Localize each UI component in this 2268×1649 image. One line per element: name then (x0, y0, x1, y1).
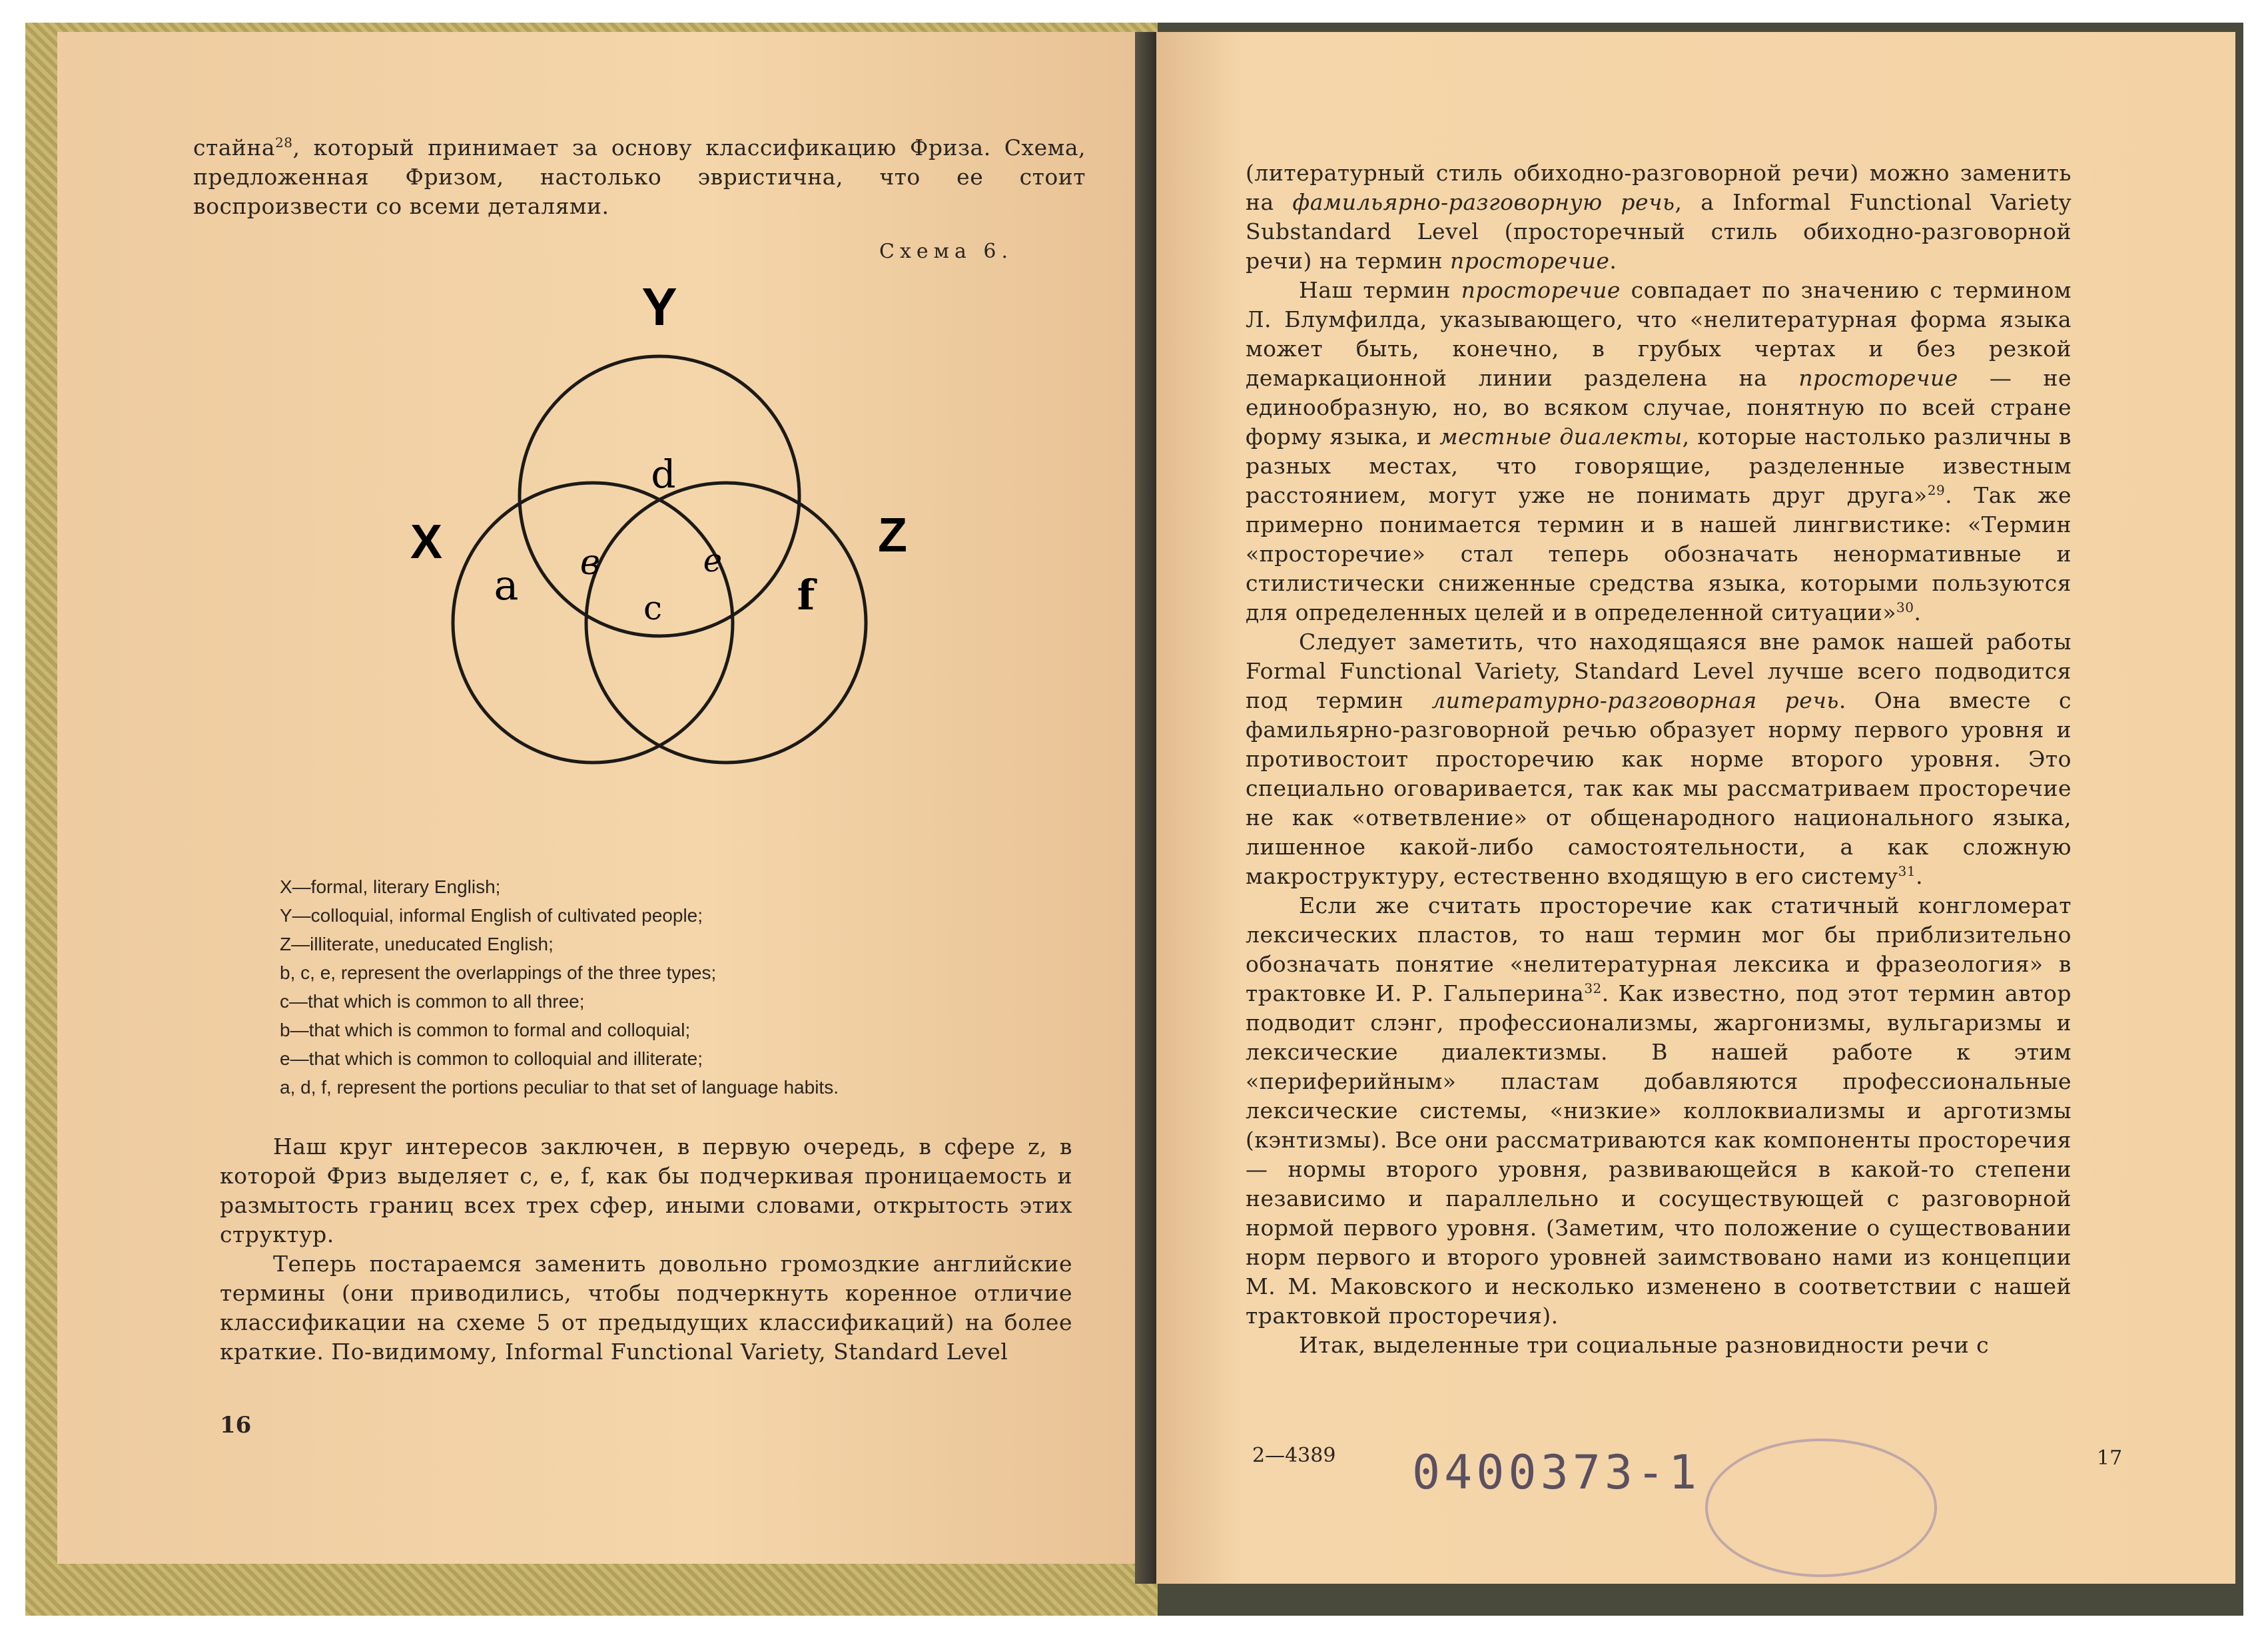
page-number-right: 17 (2097, 1447, 2123, 1470)
paragraph: Если же считать просторечие как статичный конгломерат лексических пластов, то наш термин мог бы приблизительно обозначать понятие «нелитературная лексика и фразеология» в трактовке И. Р. Гальперина$^{32}$. Как известно, под этот термин автор подводит слэнг, профессионализмы, жаргонизмы, вульгаризмы и лексические диалектизмы. В нашей работе к этим «периферийным» пластам добавляются профессиональные лексические системы, «низкие» коллоквиализмы и арготизмы (кэнтизмы). Все они рассматриваются как компоненты просторечия — нормы второго уровня, развивающейся в какой-то степени независимо и параллельно и сосуществующей с разговорной нормой первого уровня. (Заметим, что положение о существовании норм первого и второго уровней заимствовано нами из концепции М. М. Маковского и несколько изменено в соответствии с нашей трактовкой просторечия). (1246, 892, 2072, 1329)
region-a: a (494, 561, 519, 609)
venn-diagram (386, 273, 933, 859)
intro-text-rest: , который принимает за основу классификацию Фриза. Схема, предложенная Фризом, настолько эвристична, что ее стоит воспроизвести со всеми деталями. (193, 135, 1086, 219)
region-c: c (643, 589, 663, 627)
paragraph: Итак, выделенные три социальные разновидности речи с (1299, 1332, 1990, 1358)
region-b: в (579, 543, 601, 583)
paragraph: (литературный стиль обиходно-разговорной речи) можно заменить на фамильярно-разговорную речь, а Informal Functional Variety Substandard Level (просторечный стиль обиходно-разговорной речи) на термин просторечие. (1246, 160, 2072, 274)
intro-text: стайна (193, 135, 276, 161)
legend-line: X—formal, literary English; (280, 876, 501, 897)
right-body-text (1246, 159, 2072, 1360)
paragraph: Наш термин просторечие совпадает по значению с термином Л. Блумфилда, указывающего, что «нелитературная форма языка может быть, конечно, в грубых чертах и без резкой демаркационной линии разделена на просторечие — не единообразную, но, во всяком случае, понятную по всей стране форму языка, и местные диалекты, которые настолько различны в разных местах, что говорящие, разделенные известным расстоянием, могут уже не понимать друг друга»$^{29}$. Так же примерно понимается термин и в нашей лингвистике: «Термин «просторечие» стал теперь обозначать ненормативные и стилистически сниженные средства языка, которыми пользуются для определенных целей и в определенной ситуации»$^{30}$. (1246, 277, 2072, 625)
label-x: X (410, 515, 443, 569)
label-y: Y (641, 277, 677, 336)
legend-line: Y—colloquial, informal English of cultivated people; (280, 905, 703, 926)
region-e: e (703, 542, 723, 579)
printer-signature: 2—4389 (1252, 1444, 1336, 1467)
library-stamp-number: 0400373-1 (1412, 1445, 1701, 1500)
legend-line: a, d, f, represent the portions peculiar to that set of language habits. (280, 1077, 839, 1098)
legend-line: c—that which is common to all three; (280, 991, 585, 1012)
diagram-legend (280, 872, 1079, 1102)
region-f: f (797, 571, 815, 619)
intro-paragraph (193, 133, 1086, 221)
page-number-left: 16 (220, 1412, 252, 1439)
scheme-label: Схема 6. (879, 240, 1014, 263)
label-z: Z (878, 509, 907, 562)
legend-line: b—that which is common to formal and colloquial; (280, 1020, 691, 1040)
book-gutter (1135, 32, 1158, 1584)
footnote-ref: 28 (275, 135, 293, 151)
left-body-text (220, 1132, 1072, 1367)
paragraph: Теперь постараемся заменить довольно громоздкие английские термины (они приводились, чтобы подчеркнуть коренное отличие классификации на схеме 5 от предыдущих классификаций) на более краткие. По-видимому, Informal Functional Variety, Standard Level (220, 1251, 1072, 1365)
paragraph: Следует заметить, что находящаяся вне рамок нашей работы Formal Functional Variety, Standard Level лучше всего подводится под термин литературно-разговорная речь. Она вместе с фамильярно-разговорной речью образует норму первого уровня и противостоит просторечию как норме второго уровня. Это специально оговаривается, так как мы рассматриваем просторечие не как «ответвление» от общенародного национального языка, лишенное какой-либо самостоятельности, а как сложную макроструктуру, естественно входящую в его систему$^{31}$. (1246, 629, 2072, 889)
region-d: d (651, 452, 676, 497)
library-stamp (1705, 1439, 1937, 1577)
legend-line: b, c, e, represent the overlappings of the three types; (280, 962, 717, 983)
legend-line: Z—illiterate, uneducated English; (280, 934, 554, 954)
circle-x (453, 483, 733, 763)
circle-z (586, 483, 866, 763)
legend-line: e—that which is common to colloquial and illiterate; (280, 1048, 703, 1069)
paragraph: Наш круг интересов заключен, в первую очередь, в сфере z, в которой Фриз выделяет c, e, f, как бы подчеркивая проницаемость и размытость границ всех трех сфер, иными словами, открытость этих структур. (220, 1134, 1072, 1247)
